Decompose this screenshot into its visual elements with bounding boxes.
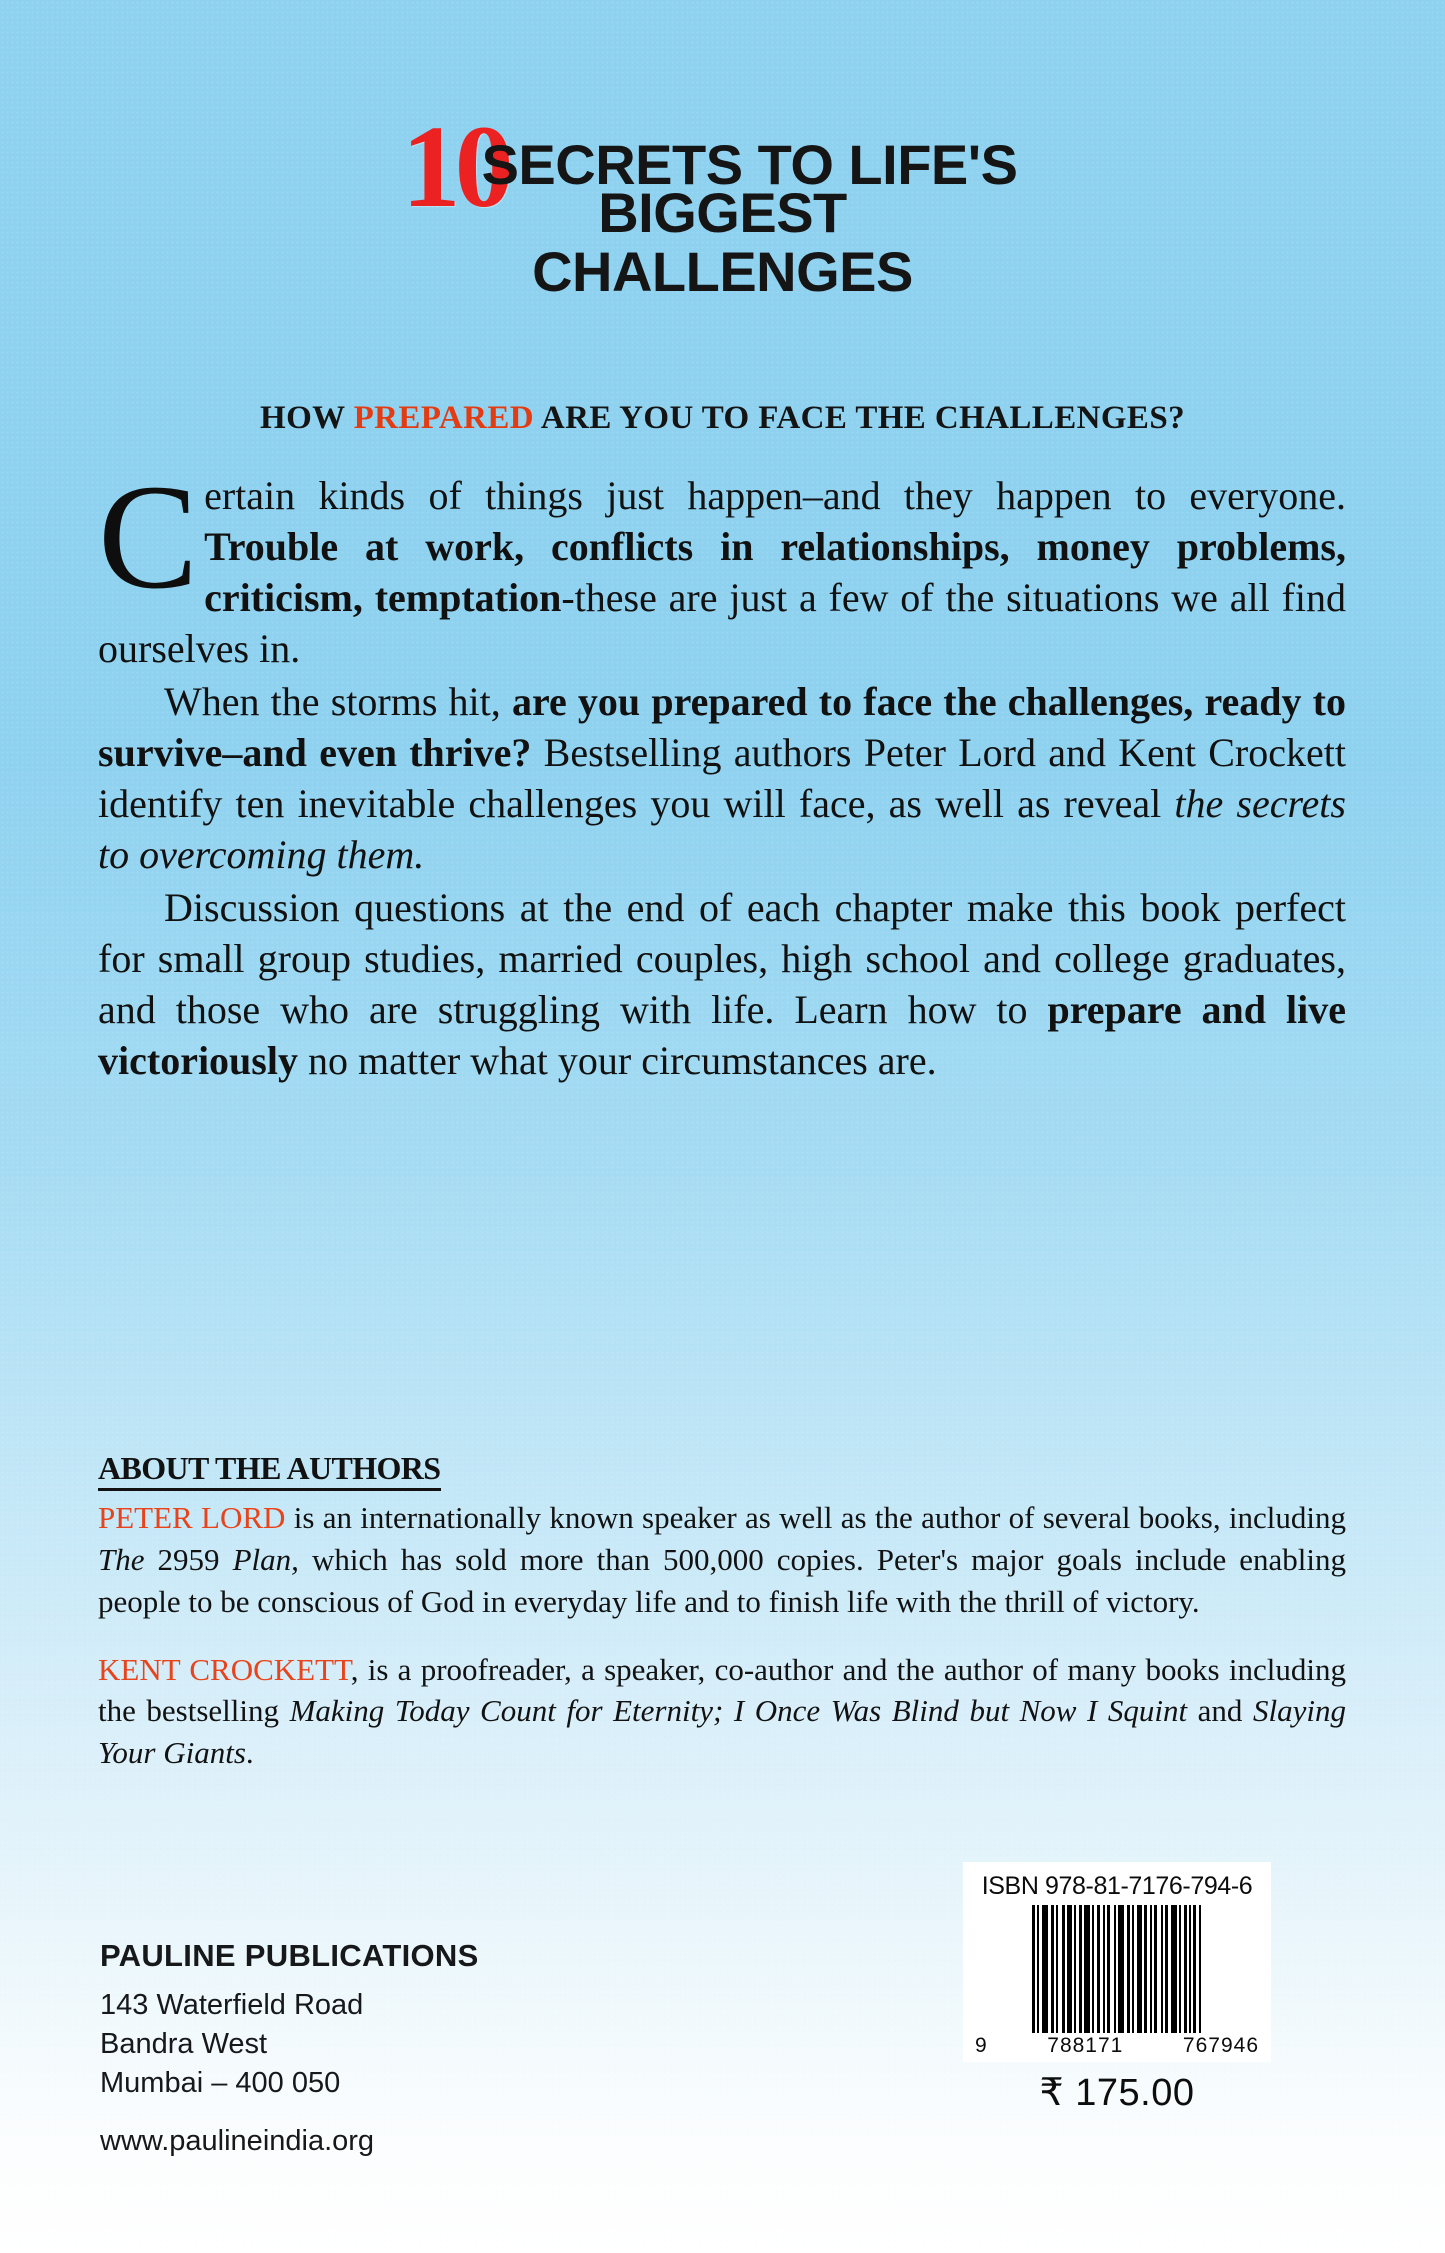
tagline-before: HOW — [260, 400, 354, 436]
barcode-bars — [973, 1905, 1261, 2033]
title-challenges-line: CHALLENGES — [532, 240, 913, 304]
about-the-authors-heading: ABOUT THE AUTHORS — [98, 1450, 441, 1491]
author-name-peter-lord: PETER LORD — [98, 1500, 286, 1535]
author-name-kent-crockett: KENT CROCKETT — [98, 1651, 351, 1687]
blurb-p3-part-b: no matter what your circumstances are. — [297, 1038, 937, 1083]
peter-lord-book-italic-1: The — [98, 1541, 145, 1577]
tagline-after: ARE YOU TO FACE THE CHALLENGES? — [534, 400, 1185, 436]
title-number: 10 — [401, 101, 508, 232]
tagline-highlight: PREPARED — [353, 400, 535, 436]
blurb-p1-bold: Trouble at work, conflicts in relationships, money problems, criticism, temptation — [204, 524, 1346, 620]
about-the-authors-section — [98, 1450, 1346, 1800]
blurb-p2-italic: the secrets to overcoming them. — [98, 781, 1346, 877]
publisher-address-line-3: Mumbai – 400 050 — [100, 2067, 341, 2100]
barcode-digits — [973, 2034, 1261, 2058]
peter-lord-book-plain: 2959 — [144, 1541, 233, 1577]
publisher-address-line-1: 143 Waterfield Road — [100, 1989, 364, 2021]
blurb-paragraph-3 — [98, 882, 1346, 1086]
book-title — [0, 96, 1445, 304]
blurb-p3-bold: prepare and live victoriously — [98, 987, 1346, 1083]
publisher-block — [100, 1938, 479, 2158]
publisher-address-line-2: Bandra West — [100, 2028, 268, 2061]
drop-cap: C — [98, 454, 199, 620]
kent-crockett-book-italic-2: Slaying Your Giants — [98, 1693, 1346, 1771]
blurb-p2-bold: are you prepared to face the challenges, ready to survive–and even thrive? — [98, 679, 1346, 775]
kent-crockett-text-a: , is a proofreader, a speaker, co-author and the author of many books including the bestselling — [98, 1651, 1346, 1729]
blurb-p3-part-a: Discussion questions at the end of each chapter make this book perfect for small group studies, married couples, high school and college graduates, and those who are struggling with life. Learn how to — [98, 885, 1346, 1032]
kent-crockett-text-c: . — [245, 1735, 254, 1771]
tagline — [0, 400, 1445, 437]
peter-lord-book-italic-2: Plan, — [232, 1541, 299, 1577]
blurb-p1-part-a: ertain kinds of things just happen–and they happen to everyone. — [204, 473, 1346, 518]
isbn-label: ISBN 978-81-7176-794-6 — [981, 1872, 1253, 1900]
blurb-text — [98, 454, 1346, 1088]
barcode-digit-group-0: 9 — [975, 2034, 988, 2057]
publisher-name: PAULINE PUBLICATIONS — [100, 1938, 479, 1973]
publisher-website[interactable]: www.paulineindia.org — [100, 2125, 375, 2158]
blurb-p2-part-a: When the storms hit, — [164, 679, 512, 724]
barcode-digit-group-1: 788171 — [1047, 2034, 1124, 2057]
kent-crockett-book-italic-1: Making Today Count for Eternity; I Once Was Blind but Now I Squint — [289, 1693, 1188, 1729]
title-biggest-line: BIGGEST — [598, 181, 847, 244]
barcode-card — [963, 1862, 1271, 2062]
author-bio-peter-lord — [98, 1497, 1346, 1623]
blurb-p2-part-b: Bestselling authors Peter Lord and Kent Crockett identify ten inevitable challenges you will face, as well as reveal — [98, 730, 1346, 826]
peter-lord-text-a: is an internationally known speaker as well as the author of several books, including — [285, 1500, 1346, 1535]
barcode-block — [963, 1862, 1271, 2115]
peter-lord-text-b: which has sold more than 500,000 copies. Peter's major goals include enabling people to be conscious of God in everyday life and to finish life with the thrill of victory. — [98, 1541, 1347, 1619]
author-bio-kent-crockett — [98, 1649, 1346, 1775]
barcode-digit-group-2: 767946 — [1182, 2034, 1259, 2057]
blurb-paragraph-1 — [98, 454, 1346, 674]
kent-crockett-text-b: and — [1187, 1693, 1253, 1729]
blurb-p1-part-b: -these are just a few of the situations we all find ourselves in. — [98, 575, 1346, 671]
title-secrets-line: SECRETS TO LIFE'S — [481, 133, 1018, 196]
blurb-paragraph-2 — [98, 676, 1346, 880]
price-label: ₹ 175.00 — [1039, 2072, 1195, 2114]
